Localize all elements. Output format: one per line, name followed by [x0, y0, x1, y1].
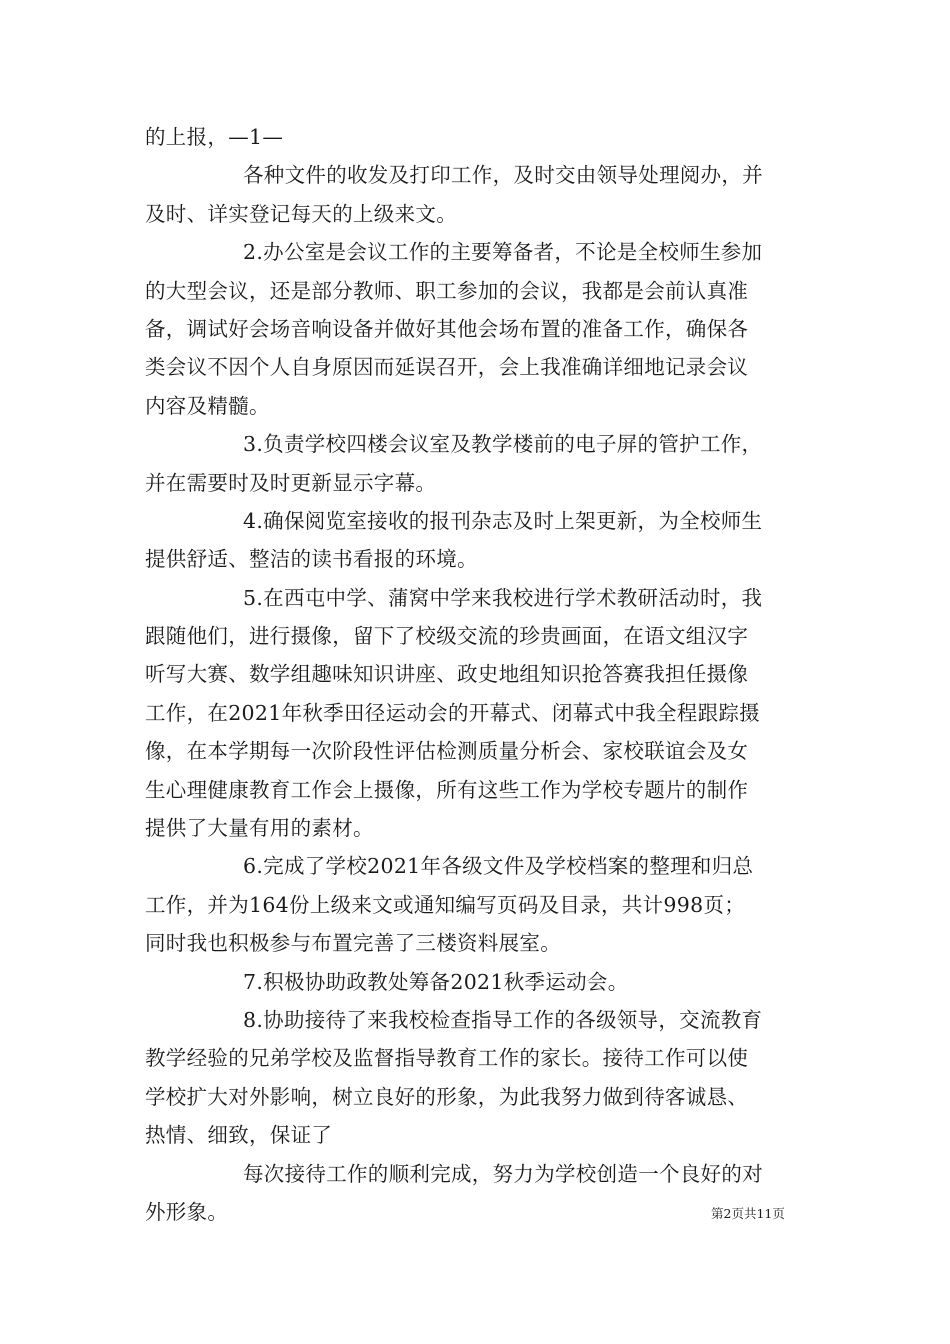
- text-line: 4.确保阅览室接收的报刊杂志及时上架更新，为全校师生: [243, 508, 763, 533]
- text-line: 及时、详实登记每天的上级来文。: [145, 201, 457, 226]
- text-line: 外形象。: [145, 1199, 229, 1224]
- text-line: 3.负责学校四楼会议室及教学楼前的电子屏的管护工作，: [243, 432, 763, 457]
- text-line: 内容及精髓。: [145, 393, 270, 418]
- page-number-footer: 第2页共11页: [711, 1206, 785, 1221]
- text-line: 同时我也积极参与布置完善了三楼资料展室。: [145, 931, 561, 956]
- text-line: 6.完成了学校2021年各级文件及学校档案的整理和归总: [243, 854, 754, 879]
- text-line: 并在需要时及时更新显示字幕。: [145, 470, 437, 495]
- document-body: [145, 118, 807, 1231]
- text-line: 的大型会议，还是部分教师、职工参加的会议，我都是会前认真准: [145, 278, 749, 303]
- text-line: 跟随他们，进行摄像，留下了校级交流的珍贵画面，在语文组汉字: [145, 624, 749, 649]
- text-line: 提供舒适、整洁的读书看报的环境。: [145, 547, 478, 572]
- text-line: 教学经验的兄弟学校及监督指导教育工作的家长。接待工作可以使: [145, 1046, 749, 1071]
- text-line: 工作，在2021年秋季田径运动会的开幕式、闭幕式中我全程跟踪摄: [145, 700, 760, 725]
- text-line: 工作，并为164份上级来文或通知编写页码及目录，共计998页；: [145, 892, 746, 917]
- text-line: 听写大赛、数学组趣味知识讲座、政史地组知识抢答赛我担任摄像: [145, 662, 749, 687]
- text-line: 热情、细致，保证了: [145, 1123, 333, 1148]
- text-line: 提供了大量有用的素材。: [145, 816, 374, 841]
- text-line: 2.办公室是会议工作的主要筹备者，不论是全校师生参加: [243, 240, 763, 265]
- text-line: 5.在西屯中学、蒲窝中学来我校进行学术教研活动时，我: [243, 585, 763, 610]
- text-line: 备，调试好会场音响设备并做好其他会场布置的准备工作，确保各: [145, 316, 749, 341]
- text-line: 类会议不因个人自身原因而延误召开，会上我准确详细地记录会议: [145, 355, 749, 380]
- text-line: 每次接待工作的顺利完成，努力为学校创造一个良好的对: [243, 1161, 763, 1186]
- text-line: 像，在本学期每一次阶段性评估检测质量分析会、家校联谊会及女: [145, 739, 749, 764]
- text-line: 生心理健康教育工作会上摄像，所有这些工作为学校专题片的制作: [145, 777, 749, 802]
- text-line: 学校扩大对外影响，树立良好的形象，为此我努力做到待客诚恳、: [145, 1084, 749, 1109]
- text-line: 的上报，—1—: [145, 125, 284, 149]
- text-line: 各种文件的收发及打印工作，及时交由领导处理阅办，并: [243, 163, 763, 188]
- text-line: 8.协助接待了来我校检查指导工作的各级领导，交流教育: [243, 1007, 763, 1032]
- text-line: 7.积极协助政教处筹备2021秋季运动会。: [243, 969, 629, 994]
